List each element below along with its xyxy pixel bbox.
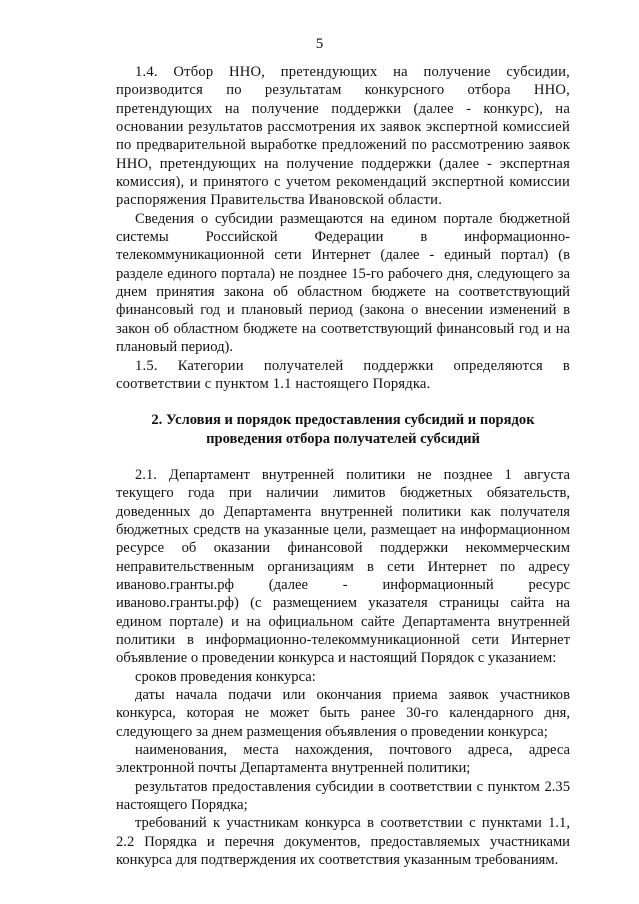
section-2-heading-line2: проведения отбора получателей субсидий — [206, 430, 480, 447]
section-2-heading — [116, 411, 570, 448]
document-body — [116, 63, 570, 869]
list-item-dates: даты начала подачи или окончания приема заявок участников конкурса, которая не может быть ранее 30-го календарного дня, следующего за днем размещения объявления о проведении конкурса; — [116, 687, 570, 740]
page-number: 5 — [315, 36, 324, 52]
paragraph-1-5: 1.5. Категории получателей поддержки определяются в соответствии с пунктом 1.1 настоящего Порядка. — [116, 357, 570, 392]
list-item-results: результатов предоставления субсидии в соответствии с пунктом 2.35 настоящего Порядка; — [116, 778, 570, 814]
section-2-heading-line1: 2. Условия и порядок предоставления субсидий и порядок — [151, 412, 535, 429]
list-item-names: наименования, места нахождения, почтового адреса, адреса электронной почты Департамента внутренней политики; — [116, 742, 570, 777]
list-item-requirements: требований к участникам конкурса в соответствии с пунктами 1.1, 2.2 Порядка и перечня документов, предоставляемых участниками конкурса для подтверждения их соответствия указанным требованиям. — [116, 815, 570, 869]
paragraph-2-1: 2.1. Департамент внутренней политики не позднее 1 августа текущего года при наличии лимитов бюджетных обязательств, доведенных до Департамента внутренней политики как получателя бюджетных средств на указанные цели, размещает на информационном ресурсе об оказании финансовой поддержки некоммерческим неправительственным организациям в сети Интернет по адресу иваново.гранты.рф (далее - информационный ресурс иваново.гранты.рф) (с размещением указателя страницы сайта на едином портале) и на официальном сайте Департамента внутренней политики в информационно-телекоммуникационной сети Интернет объявление о проведении конкурса и настоящий Порядок с указанием: — [116, 466, 570, 667]
paragraph-subsidy-info: Сведения о субсидии размещаются на едином портале бюджетной системы Российской Федерации в информационно-телекоммуникационной сети Интернет (далее - единый портал) (в разделе единого портала) не позднее 15-го рабочего дня, следующего за днем принятия закона об областном бюджете на соответствующий финансовый год и плановый период (закона о внесении изменений в закон об областном бюджете на соответствующий финансовый год и на плановый период). — [116, 210, 570, 356]
paragraph-1-4: 1.4. Отбор ННО, претендующих на получение субсидии, производится по результатам конкурсного отбора ННО, претендующих на получение поддержки (далее - конкурс), на основании результатов рассмотрения их заявок экспертной комиссией по предварительной выработке предложений по рассмотрению заявок ННО, претендующих на получение поддержки (далее - экспертная комиссия), и принятого с учетом рекомендаций экспертной комиссии распоряжения Правительства Ивановской области. — [116, 64, 570, 209]
list-item-terms: сроков проведения конкурса: — [135, 668, 316, 685]
